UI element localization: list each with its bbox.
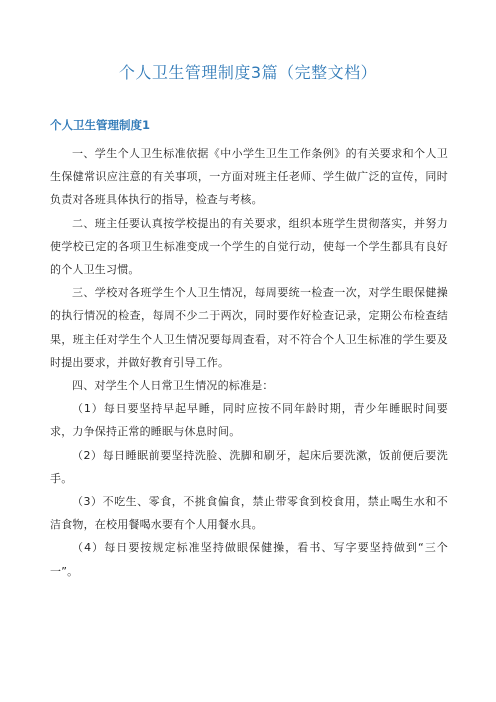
- paragraph-3: 三、学校对各班学生个人卫生情况，每周要统一检查一次，对学生眼保健操的执行情况的检查，每周不少二于两次，同时要作好检查记录，定期公布检查结果，班主任对学生个人卫生情况要每周查看，对不符合个人卫生标准的学生要及时提出要求，并做好教育引导工作。: [50, 286, 448, 369]
- document-title: 个人卫生管理制度3篇（完整文档）: [118, 63, 378, 82]
- paragraph-8: （4）每日要按规定标准坚持做眼保健操，看书、写字要坚持做到“三个一”。: [50, 541, 448, 578]
- paragraph-6: （2）每日睡眠前要坚持洗脸、洗脚和刷牙，起床后要洗漱，饭前便后要洗手。: [50, 448, 448, 485]
- document-body: [50, 142, 448, 583]
- paragraph-1: 一、学生个人卫生标准依据《中小学生卫生工作条例》的有关要求和个人卫生保健常识应注意的有关事项，一方面对班主任老师、学生做广泛的宣传，同时负责对各班具体执行的指导，检查与考核。: [50, 147, 448, 207]
- paragraph-2: 二、班主任要认真按学校提出的有关要求，组织本班学生贯彻落实，并努力使学校已定的各项卫生标准变成一个学生的自觉行动，使每一个学生都具有良好的个人卫生习惯。: [50, 216, 448, 277]
- paragraph-5: （1）每日要坚持早起早睡，同时应按不同年龄时期，青少年睡眠时间要求，力争保持正常的睡眠与休息时间。: [50, 402, 448, 439]
- paragraph-4: 四、对学生个人日常卫生情况的标准是：: [72, 379, 274, 393]
- section-heading: 个人卫生管理制度1: [50, 118, 151, 132]
- paragraph-7: （3）不吃生、零食，不挑食偏食，禁止带零食到校食用，禁止喝生水和不洁食物，在校用餐喝水要有个人用餐水具。: [50, 495, 448, 532]
